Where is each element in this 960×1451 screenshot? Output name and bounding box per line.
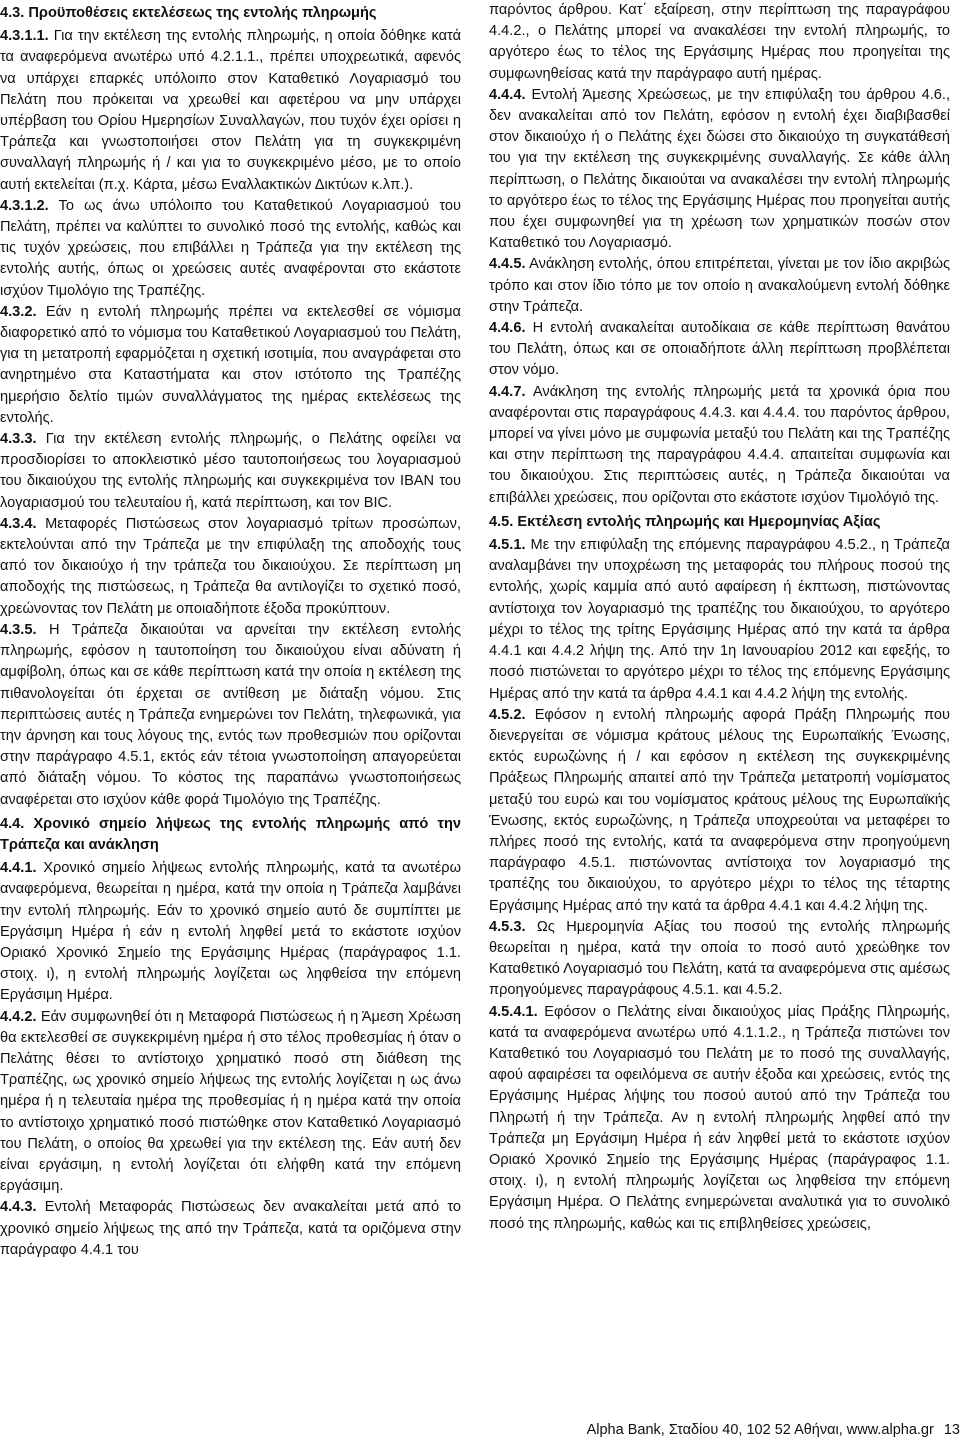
paragraph-text: Εντολή Μεταφοράς Πιστώσεως δεν ανακαλείται μετά από το χρονικό σημείο λήψεως της από την Τράπεζα, κατά τα οριζόμενα στην παράγραφο 4.4.1 του: [0, 1199, 461, 1258]
paragraph-number: 4.3.1.1.: [0, 28, 49, 45]
paragraph-number: 4.4.7.: [489, 383, 526, 400]
paragraph-text: Για την εκτέλεση εντολής πληρωμής, ο Πελάτης οφείλει να προσδιορίσει το αποκλειστικό μέσο ταυτοποιήσεως του λογαριασμού του δικαιούχου της εντολής πληρωμής και συγκεκριμένα τον IBAN του λογαριασμού του τελευταίου ή, κατά περίπτωση, και τον BIC.: [0, 431, 461, 511]
page-number: 13: [943, 1422, 960, 1438]
paragraph-text: Η Τράπεζα δικαιούται να αρνείται την εκτέλεση εντολής πληρωμής, εφόσον η ταυτοποίηση του δικαιούχου είναι αδύνατη ή αμφίβολη, όπως και σε κάθε περίπτωση κατά την οποία η εκτέλεση της πιθανολογείται ότι έρχεται σε αντίθεση με διάταξη νόμου. Στις περιπτώσεις αυτές η Τράπεζα ενημερώνει τον Πελάτη, τηλεφωνικά, για την άρνηση και τους λόγους της, εντός των προθεσμιών που ορίζονται στην παράγραφο 4.5.1, εκτός εάν τέτοια γνωστοποίηση απαγορεύεται από διάταξη νόμου. Το κόστος της παραπάνω γνωστοποιήσεως αναφέρεται στο ισχύον κάθε φορά Τιμολόγιο της Τραπέζης.: [0, 621, 461, 808]
paragraph-text: Ως Ημερομηνία Αξίας του ποσού της εντολής πληρωμής θεωρείται η ημέρα, κατά την οποία το ποσό αυτό χρεώθηκε τον Καταθετικό Λογαριασμό του Πελάτη, κατά τα αναφερόμενα στις αμέσως προηγούμενες παραγράφους 4.5.1. και 4.5.2.: [489, 918, 950, 999]
section-heading-text: 4.5. Εκτέλεση εντολής πληρωμής και Ημερομηνίας Αξίας: [489, 513, 881, 530]
paragraph-text: Εντολή Άμεσης Χρεώσεως, με την επιφύλαξη του άρθρου 4.6., δεν ανακαλείται από τον Πελάτη, εφόσον η εντολή έχει διαβιβασθεί στον δικαιούχο ή ο Πελάτης έχει δώσει στο δικαιούχο τη συγκατάθεσή του για την εκτέλεση της συγκεκριμένης συναλλαγής. Σε κάθε άλλη περίπτωση, ο Πελάτης δικαιούται να ανακαλέσει την εντολή πληρωμής το αργότερο έως το τέλος της Εργάσιμης Ημέρας που προηγείται αυτής που έχει συμφωνηθεί για τη χρέωση των χρηματικών ποσών στον Καταθετικό του Λογαριασμό.: [489, 86, 950, 252]
paragraph-number: 4.5.1.: [489, 537, 526, 554]
section-heading-text: 4.4. Χρονικό σημείο λήψεως της εντολής πληρωμής από την Τράπεζα και ανάκληση: [0, 815, 461, 853]
paragraph-number: 4.3.3.: [0, 431, 37, 448]
paragraph-number: 4.4.3.: [0, 1199, 37, 1216]
paragraph-number: 4.3.5.: [0, 621, 37, 638]
paragraph-text: Το ως άνω υπόλοιπο του Καταθετικού Λογαριασμού του Πελάτη, πρέπει να καλύπτει το συνολικό ποσό της εντολής, καθώς και τις τυχόν χρεώσεις, που επιβάλλει η Τράπεζα για την εκτέλεση της εντολής αυτής, όπως οι χρεώσεις αυτές αναφέρονται στο εκάστοτε ισχύον Τιμολόγιο της Τραπέζης.: [0, 197, 461, 299]
paragraph: [489, 705, 950, 917]
paragraph: [489, 535, 950, 705]
paragraph: [0, 1007, 461, 1198]
paragraph: [0, 26, 461, 196]
paragraph-text: παρόντος άρθρου. Κατ΄ εξαίρεση, στην περίπτωση της παραγράφου 4.4.2., ο Πελάτης μπορεί να ανακαλέσει την εντολή πληρωμής, το αργότερο έως το τέλος της Εργάσιμης Ημέρας που προηγείται της συμφωνηθείσας κατά την παράγραφο αυτή ημέρας.: [489, 2, 950, 82]
paragraph-number: 4.4.5.: [489, 256, 526, 273]
left-column: [0, 0, 461, 1261]
paragraph: [489, 1002, 950, 1235]
paragraph: [0, 858, 461, 1006]
paragraph-number: 4.5.3.: [489, 918, 526, 935]
section-heading: [489, 512, 950, 533]
paragraph: [0, 196, 461, 302]
paragraph: [489, 917, 950, 1002]
paragraph-text: Εάν η εντολή πληρωμής πρέπει να εκτελεσθεί σε νόμισμα διαφορετικό από το νόμισμα του Καταθετικού Λογαριασμού του Πελάτη, για τη μετατροπή εφαρμόζεται η σχετική ισοτιμία, που αναγράφεται στο ανηρτημένο στα Καταστήματα και στον ιστότοπο της Τραπέζης ημερήσιο δελτίο τιμών συναλλάγματος της ημέρας εκτελέσεως της εντολής.: [0, 303, 462, 426]
paragraph-number: 4.5.4.1.: [489, 1003, 538, 1020]
paragraph-number: 4.3.1.2.: [0, 197, 49, 214]
paragraph-number: 4.4.6.: [489, 320, 526, 337]
paragraph-text: Ανάκληση εντολής, όπου επιτρέπεται, γίνεται με τον ίδιο ακριβώς τρόπο και στον ίδιο τόπο με τον οποίο η ανακαλούμενη εντολή δόθηκε στην Τράπεζα.: [489, 256, 950, 315]
paragraph-number: 4.4.4.: [489, 86, 526, 103]
paragraph-text: Χρονικό σημείο λήψεως εντολής πληρωμής, κατά τα ανωτέρω αναφερόμενα, θεωρείται η ημέρα, κατά την οποία η Τράπεζα λαμβάνει την εντολή πληρωμής. Εάν το χρονικό σημείο αυτό δε συμπίπτει με Εργάσιμη Ημέρα ή εάν η εντολή ληφθεί μετά το εκάστοτε ισχύον Οριακό Χρονικό Σημείο της Εργάσιμης Ημέρας (παράγραφος 1.1. στοιχ. ι), η εντολή πληρωμής λογίζεται ως ληφθείσα την επόμενη Εργάσιμη Ημέρα.: [0, 860, 462, 1004]
paragraph-text: Εάν συμφωνηθεί ότι η Μεταφορά Πιστώσεως ή η Άμεση Χρέωση θα εκτελεσθεί σε συγκεκριμένη ημέρα ή στο τέλος προθεσμίας ή όταν ο Πελάτης θέσει το αντίστοιχο χρηματικό ποσό στη διάθεση της Τραπέζης, ως χρονικό σημείο λήψεως της εντολής λογίζεται η ως άνω ημέρα ή η τελευταία ημέρα της προθεσμίας ή η ημέρα κατά την οποία το αντίστοιχο χρηματικό ποσό πιστώθηκε στον Καταθετικό Λογαριασμό του Πελάτη, ο οποίος θα χρεωθεί για την εκτέλεση της. Εάν αυτή δεν είναι εργάσιμη, η εντολή λογίζεται ότι ελήφθη κατά την επόμενη εργάσιμη.: [0, 1008, 461, 1195]
paragraph: [489, 318, 950, 382]
section-heading: [0, 3, 461, 24]
paragraph: [489, 0, 950, 85]
paragraph: [0, 514, 461, 620]
paragraph: [0, 1197, 461, 1261]
paragraph-number: 4.4.2.: [0, 1008, 37, 1025]
paragraph: [0, 620, 461, 811]
paragraph: [489, 254, 950, 318]
paragraph: [0, 302, 461, 429]
paragraph-text: Με την επιφύλαξη της επόμενης παραγράφου 4.5.2., η Τράπεζα αναλαμβάνει την υποχρέωση της μεταφοράς του πλήρους ποσού της εντολής, χωρίς καμμία από αυτό αφαίρεση ή έκπτωση, πιστώνοντας αντίστοιχα τον λογαριασμό της τραπέζης του δικαιούχου, το αργότερο μέχρι το τέλος της τρίτης Εργάσιμης Ημέρας από την κατά τα άρθρα 4.4.1 και 4.4.2 λήψη της. Από την 1η Ιανουαρίου 2012 και εφεξής, το ποσό πιστώνεται το αργότερο μέχρι το τέλος της επόμενης Εργάσιμης Ημέρας από την κατά τα άρθρα 4.4.1 και 4.4.2 λήψη της εντολής.: [489, 537, 950, 702]
paragraph-text: Η εντολή ανακαλείται αυτοδίκαια σε κάθε περίπτωση θανάτου του Πελάτη, όπως και σε οποιαδήποτε άλλη περίπτωση προβλέπεται στον νόμο.: [489, 320, 950, 379]
section-heading-text: 4.3. Προϋποθέσεις εκτελέσεως της εντολής πληρωμής: [0, 5, 377, 21]
section-heading: [0, 814, 461, 856]
paragraph: [489, 382, 950, 509]
paragraph-number: 4.5.2.: [489, 706, 526, 723]
page-footer: [566, 1420, 960, 1440]
footer-address: Alpha Bank, Σταδίου 40, 102 52 Αθήναι, www.alpha.gr: [586, 1422, 934, 1438]
paragraph-number: 4.3.2.: [0, 303, 37, 320]
paragraph: [0, 429, 461, 514]
paragraph-text: Εφόσον η εντολή πληρωμής αφορά Πράξη Πληρωμής που διενεργείται σε νόμισμα κράτους μέλους της Ευρωπαϊκής Ένωσης, εκτός ευρωζώνης ή / και εφόσον η εκτέλεση της συγκεκριμένης Πράξεως Πληρωμής απαιτεί από την Τράπεζα μετατροπή νομίσματος μεταξύ του ευρώ και του νομίσματος κράτους μέλους της Ευρωπαϊκής Ένωσης, εκτός ευρωζώνης, η Τράπεζα υποχρεούται να μεταφέρει το πλήρες ποσό της εντολής, κατά τα αναφερόμενα στην προηγούμενη παράγραφο 4.5.1. πιστώνοντας αντίστοιχα τον λογαριασμό της τραπέζης του δικαιούχου, το αργότερο μέχρι το τέλος της τέταρτης Εργάσιμης Ημέρας από την κατά τα άρθρα 4.4.1 και 4.4.2 λήψη της.: [489, 706, 950, 914]
paragraph-text: Εφόσον ο Πελάτης είναι δικαιούχος μίας Πράξης Πληρωμής, κατά τα αναφερόμενα ανωτέρω υπό 4.1.1.2., η Τράπεζα πιστώνει τον Καταθετικό του Λογαριασμό του Πελάτη με το ποσό της συναλλαγής, αφού αφαιρέσει τα οφειλόμενα σε αυτήν έξοδα και χρεώσεις, εντός της Εργάσιμης Ημέρας λήψης του ποσού αυτού από την Τράπεζα του Πληρωτή ή την Τράπεζα. Αν η εντολή πληρωμής ληφθεί από την Τράπεζα μη Εργάσιμη Ημέρα ή εάν ληφθεί μετά το εκάστοτε ισχύον Οριακό Χρονικό Σημείο της Εργάσιμης Ημέρας (παράγραφος 1.1. στοιχ. ι), η εντολή πληρωμής λογίζεται ως ληφθείσα την επόμενη Εργάσιμη Ημέρα. Ο Πελάτης ενημερώνεται αναλυτικά για το συνολικό ποσό της πληρωμής, καθώς και τις επιβληθείσες χρεώσεις,: [489, 1003, 950, 1232]
right-column: [489, 0, 950, 1235]
paragraph-text: Μεταφορές Πιστώσεως στον λογαριασμό τρίτων προσώπων, εκτελούνται από την Τράπεζα με την επιφύλαξη της αποδοχής τους από τον δικαιούχο ή την τράπεζα του δικαιούχου. Σε περίπτωση μη αποδοχής της πιστώσεως, η Τράπεζα θα αντιλογίζει το σχετικό ποσό, χρεώνοντας τον Πελάτη με οποιαδήποτε έξοδα προκύπτουν.: [0, 515, 461, 617]
paragraph-number: 4.3.4.: [0, 515, 37, 532]
paragraph: [489, 85, 950, 255]
paragraph-text: Για την εκτέλεση της εντολής πληρωμής, η οποία δόθηκε κατά τα αναφερόμενα ανωτέρω υπό 4.2.1.1., πρέπει υποχρεωτικά, αφενός να υπάρχει επαρκές υπόλοιπο στον Καταθετικό Λογαριασμό του Πελάτη που πρόκειται να χρεωθεί και αφετέρου να μην υπάρχει υπέρβαση του Ορίου Ημερησίων Συναλλαγών, που τυχόν έχει ορίσει η Τράπεζα και γνωστοποιήσει στον Πελάτη για τη συγκεκριμένη συναλλαγή πληρωμής ή / και για το συγκεκριμένο μέσο, με το οποίο αυτή εκτελείται (π.χ. Κάρτα, μέσω Εναλλακτικών Δικτύων κ.λπ.).: [0, 28, 462, 193]
paragraph-number: 4.4.1.: [0, 860, 37, 877]
paragraph-text: Ανάκληση της εντολής πληρωμής μετά τα χρονικά όρια που αναφέρονται στις παραγράφους 4.4.3. και 4.4.4. του παρόντος άρθρου, μπορεί να γίνει μόνο με συμφωνία μεταξύ του Πελάτη και της Τραπέζης και στην περίπτωση της παραγράφου 4.4.4. απαιτείται συμφωνία και του δικαιούχου. Στις περιπτώσεις αυτές, η Τράπεζα δικαιούται να επιβάλλει χρεώσεις, που ορίζονται στο εκάστοτε ισχύον Τιμολόγιό της.: [489, 383, 951, 506]
